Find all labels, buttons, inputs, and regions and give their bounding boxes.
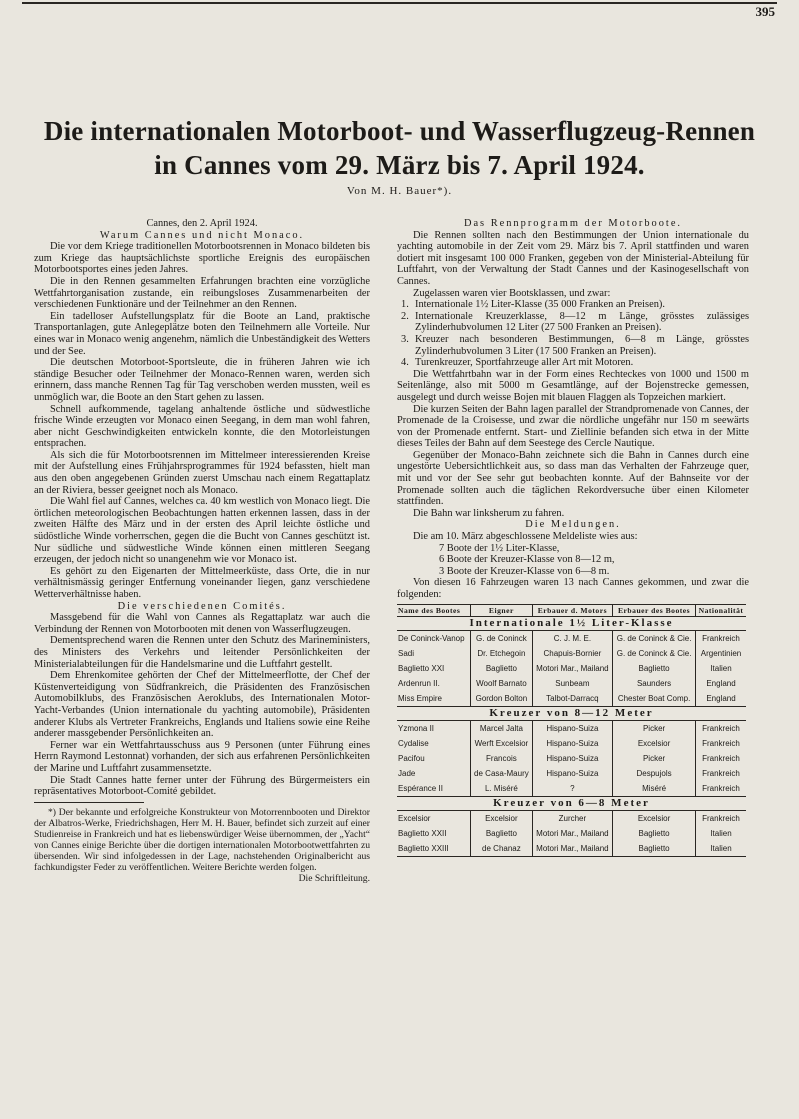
table-section-row <box>397 796 746 810</box>
cell-boat-builder: G. de Coninck & Cie. <box>613 646 696 661</box>
cell-nationality: Frankreich <box>696 766 747 781</box>
list-item <box>397 334 749 357</box>
cell-owner: Marcel Jalta <box>471 720 533 736</box>
cell-boat-builder: Despujols <box>613 766 696 781</box>
cell-nationality: Frankreich <box>696 630 747 646</box>
list-number: 2. <box>401 310 409 322</box>
section-heading: Das Rennprogramm der Motorboote. <box>463 218 683 229</box>
footnote <box>34 807 370 884</box>
section-heading: Die Meldungen. <box>525 519 621 531</box>
table-row <box>397 841 746 857</box>
cell-boat-builder: G. de Coninck & Cie. <box>613 630 696 646</box>
cell-owner: Baglietto <box>471 661 533 676</box>
paragraph: Die Bahn war linksherum zu fahren. <box>413 507 565 519</box>
section-heading: Warum Cannes und nicht Monaco. <box>99 229 305 241</box>
cell-engine-builder: Hispano-Suiza <box>532 766 612 781</box>
paragraph: Dementsprechend waren die Rennen unter den Schutz des Marineministers, des Ministers des Verkehrs und leitender Persönlichkeiten der Ministerialabteilungen für die Handelsmarine und die Luftfahrt gestellt. <box>34 635 370 670</box>
cell-owner: Dr. Etchegoin <box>471 646 533 661</box>
header-boat-name: Name des Bootes <box>397 604 471 616</box>
table-row <box>397 661 746 676</box>
cell-boat-builder: Saunders <box>613 676 696 691</box>
article-title <box>0 114 799 182</box>
cell-nationality: Frankreich <box>696 781 747 797</box>
table-section-title: Kreuzer von 6—8 Meter <box>397 796 746 810</box>
list-text: Internationale Kreuzerklasse, 8—12 m Länge, grösstes zulässiges Zylinderhubvolumen 12 Liter (27 500 Franken an Preisen). <box>415 310 749 334</box>
paragraph: Es gehört zu den Eigenarten der Mittelmeerküste, dass Orte, die in nur verhältnismässig geringer Entfernung voneinander liegen, ganz verschiedene Wetterverhältnisse haben. <box>34 565 370 600</box>
cell-owner: Woolf Barnato <box>471 676 533 691</box>
cell-boat-name: Ardenrun II. <box>398 678 440 688</box>
cell-boat-builder: Picker <box>613 720 696 736</box>
table-row <box>397 736 746 751</box>
cell-engine-builder: Talbot-Darracq <box>532 691 612 707</box>
entry-count: 7 Boote der 1½ Liter-Klasse, <box>439 542 560 554</box>
paragraph: Zugelassen waren vier Bootsklassen, und zwar: <box>413 287 611 299</box>
top-rule <box>22 2 777 4</box>
paragraph: Die deutschen Motorboot-Sportsleute, die in früheren Jahren wie ich ständige Besucher oder Teilnehmer der Monaco-Rennen waren, werden sich erinnern, dass manche Rennen Tag für Tag verschoben werden mussten, weil es unmöglich war, die Boote an den Start gehen zu lassen. <box>34 357 370 403</box>
cell-boat-builder: Excelsior <box>613 736 696 751</box>
class-list <box>397 299 749 369</box>
cell-boat-name: Pacifou <box>398 753 425 763</box>
table-row <box>397 751 746 766</box>
cell-owner: de Chanaz <box>471 841 533 857</box>
table-row <box>397 691 746 707</box>
entry-counts <box>397 543 749 578</box>
cell-engine-builder: Hispano-Suiza <box>532 751 612 766</box>
footnote-signature: Die Schriftleitung. <box>298 872 370 884</box>
table-row <box>397 646 746 661</box>
right-column <box>397 218 749 857</box>
paragraph: Massgebend für die Wahl von Cannes als Regattaplatz war auch die Verbindung der Rennen von Motorbooten mit denen von Wasserflugzeugen. <box>34 612 370 635</box>
cell-nationality: England <box>696 691 747 707</box>
paragraph: Als sich die für Motorbootsrennen im Mittelmeer interessierenden Kreise mit der Aufstellung eines Frühjahrsprogrammes für 1924 befassten, hielt man aus den oben angegebenen Gründen zuerst Umschau nach einem Regattaplatz an der Riviera, besser geeignet noch als Monaco. <box>34 449 370 496</box>
cell-nationality: Argentinien <box>696 646 747 661</box>
cell-owner: Werft Excelsior <box>471 736 533 751</box>
cell-nationality: Frankreich <box>696 810 747 826</box>
cell-owner: L. Miséré <box>471 781 533 797</box>
cell-boat-name: Cydalise <box>398 738 429 748</box>
author-line: Von M. H. Bauer*). <box>346 185 453 197</box>
cell-boat-builder: Excelsior <box>613 810 696 826</box>
cell-engine-builder: Motori Mar., Mailand <box>532 826 612 841</box>
cell-engine-builder: Sunbeam <box>532 676 612 691</box>
cell-boat-builder: Baglietto <box>613 841 696 857</box>
cell-engine-builder: Hispano-Suiza <box>532 720 612 736</box>
table-section-title: Kreuzer von 8—12 Meter <box>397 706 746 720</box>
cell-boat-name: Sadi <box>398 648 415 658</box>
list-text: Internationale 1½ Liter-Klasse (35 000 Franken an Preisen). <box>415 299 665 311</box>
list-number: 4. <box>401 357 409 369</box>
header-engine-builder: Erbauer d. Motors <box>532 604 612 616</box>
cell-owner: Gordon Bolton <box>471 691 533 707</box>
cell-boat-name: Jade <box>398 768 416 778</box>
table-section-row <box>397 616 746 630</box>
header-owner: Eigner <box>471 604 533 616</box>
cell-nationality: Frankreich <box>696 736 747 751</box>
cell-nationality: Frankreich <box>696 720 747 736</box>
list-number: 3. <box>401 333 409 345</box>
cell-owner: G. de Coninck <box>471 630 533 646</box>
table-row <box>397 676 746 691</box>
cell-boat-builder: Chester Boat Comp. <box>613 691 696 707</box>
paragraph: Von diesen 16 Fahrzeugen waren 13 nach Cannes gekommen, und zwar die folgenden: <box>397 577 749 600</box>
section-heading: Die verschiedenen Comités. <box>117 600 287 612</box>
cell-nationality: England <box>696 676 747 691</box>
list-number: 1. <box>401 299 409 311</box>
paragraph: Die Wettfahrtbahn war in der Form eines Rechteckes von 1000 und 1500 m Seitenlänge, also mit 5000 m Gesamtlänge, auf der Bojenstrecke gemessen, ausgelegt und durch weisse Bojen mit blauen Flaggen als Topzeichen markiert. <box>397 368 749 403</box>
list-item <box>397 311 749 334</box>
dateline: Cannes, den 2. April 1924. <box>146 218 258 229</box>
cell-boat-name: Yzmona II <box>398 723 435 733</box>
table-row <box>397 766 746 781</box>
list-item <box>397 357 749 369</box>
paragraph: Die Rennen sollten nach den Bestimmungen der Union internationale du yachting automobile in der Zeit vom 29. März bis 7. April stattfinden und waren dotiert mit insgesamt 100 000 Franken, gegeben von der Ministerial-Abteilung für Luftfahrt, von der Verwaltung der Stadt Cannes und der Kasinogesellschaft von Cannes. <box>397 229 749 287</box>
cell-nationality: Italien <box>696 661 747 676</box>
footnote-text: *) Der bekannte und erfolgreiche Konstrukteur von Motorrennbooten und Direktor der Albatros-Werke, Friedrichshagen, Herr M. H. Bauer, befindet sich zurzeit auf einer Studienreise in Frankreich und hat es liebenswürdiger Weise übernommen, der „Yacht“ von Cannes einige Berichte über die dortigen internationalen Motorbootwettfahrten zu übersenden. Wir sind infolgedessen in der Lage, nachstehenden Originalbericht aus fachkundigster Feder zu veröffentlichen. Weitere Berichte werden folgen. <box>34 806 370 873</box>
table-row <box>397 630 746 646</box>
boat-table <box>397 604 746 857</box>
cell-owner: Baglietto <box>471 826 533 841</box>
entry-count: 3 Boote der Kreuzer-Klasse von 6—8 m. <box>439 565 610 577</box>
paragraph: Die vor dem Kriege traditionellen Motorbootsrennen in Monaco bildeten bis zum Kriege das hauptsächlichste sportliche Ereignis des europäischen Motorbootsportes eines jeden Jahres. <box>34 241 370 276</box>
paragraph: Dem Ehrenkomitee gehörten der Chef der Mittelmeerflotte, der Chef der Küstenverteidigung von Südfrankreich, die Präsidenten des Französischen Automobilklubs, des Französischen Aeroklubs, des Internationalen Motor-Yacht-Verbandes (Union internationale du yachting automobile), Präsidenten anderer Klubs als Vertreter Frankreichs, Englands und Italiens sowie eine Reihe anderer massgebender Persönlichkeiten an. <box>34 670 370 740</box>
cell-boat-name: Miss Empire <box>398 693 443 703</box>
footnote-divider <box>34 802 144 803</box>
paragraph: Die Stadt Cannes hatte ferner unter der Führung des Bürgermeisters ein repräsentatives Motorboot-Comité gebildet. <box>34 774 370 798</box>
title-line-1: Die internationalen Motorboot- und Wasserflugzeug-Rennen <box>43 116 756 146</box>
cell-nationality: Italien <box>696 826 747 841</box>
table-header-row <box>397 604 746 616</box>
cell-boat-name: Espérance II <box>398 783 443 793</box>
cell-engine-builder: ? <box>532 781 612 797</box>
list-text: Kreuzer nach besonderen Bestimmungen, 6—8 m Länge, grösstes Zylinderhubvolumen 3 Liter (17 500 Franken an Preisen). <box>415 333 749 357</box>
cell-boat-builder: Miséré <box>613 781 696 797</box>
cell-engine-builder: Motori Mar., Mailand <box>532 841 612 857</box>
cell-boat-builder: Baglietto <box>613 826 696 841</box>
cell-nationality: Frankreich <box>696 751 747 766</box>
cell-engine-builder: Zurcher <box>532 810 612 826</box>
table-row <box>397 810 746 826</box>
cell-boat-builder: Picker <box>613 751 696 766</box>
entry-count: 6 Boote der Kreuzer-Klasse von 8—12 m, <box>439 554 615 566</box>
title-line-2: in Cannes vom 29. März bis 7. April 1924. <box>154 150 645 180</box>
paragraph: Die am 10. März abgeschlossene Meldeliste wies aus: <box>413 531 638 543</box>
cell-owner: Excelsior <box>471 810 533 826</box>
paragraph: Gegenüber der Monaco-Bahn zeichnete sich die Bahn in Cannes durch eine ungestörte Uebersichtlichkeit aus, so dass man das Verhalten der Fahrzeuge quer, mit und vor der See sehr gut beobachten konnte. Auf der Bahnseite vor der Promenade sollten auch die täglichen Rekordversuche über einen Kilometer stattfinden. <box>397 449 749 508</box>
paragraph: Die Wahl fiel auf Cannes, welches ca. 40 km westlich von Monaco liegt. Die örtlichen meteorologischen Beobachtungen hatten erkennen lassen, dass in der zweiten Hälfte des März und in der ersten des April leichte östliche und südöstliche Winde vorherrschen, gegen die die Bucht von Cannes geschützt ist. Nur südliche und südwestliche Winde können einen mittleren Seegang erzeugen, der jedoch nicht so unangenehm wie vor Monaco ist. <box>34 496 370 566</box>
table-row <box>397 720 746 736</box>
paragraph: Die kurzen Seiten der Bahn lagen parallel der Strandpromenade von Cannes, der Promenade de la Croisesse, und zwar die nördliche ungefähr nur 150 m seewärts von der Promenade entfernt. Start- und Ziellinie befanden sich etwa in der Mitte dieses Teiles der Bahn auf dem Seestege des Cercle Nautique. <box>397 403 749 450</box>
paragraph: Ferner war ein Wettfahrtausschuss aus 9 Personen (unter Führung eines Herrn Raymond Lestonnat) vorhanden, der sich aus erfahrenen Persönlichkeiten der Marine und Luftfahrt zusammensetzte. <box>34 739 370 774</box>
cell-engine-builder: Motori Mar., Mailand <box>532 661 612 676</box>
header-boat-builder: Erbauer des Bootes <box>613 604 696 616</box>
table-body <box>397 616 746 856</box>
table-row <box>397 826 746 841</box>
paragraph: Ein tadelloser Aufstellungsplatz für die Boote an Land, praktische Transportanlagen, gute Anlegeplätze boten den Teilnehmern alle Vorteile. Nur eines war in Monaco wenig angenehm, nämlich die Unbeständigkeit des Wetters und der See. <box>34 310 370 357</box>
cell-owner: de Casa-Maury <box>471 766 533 781</box>
cell-boat-name: De Coninck-Vanop <box>398 633 465 643</box>
cell-boat-name: Excelsior <box>398 813 431 823</box>
cell-boat-name: Baglietto XXII <box>398 828 447 838</box>
left-column <box>34 218 370 884</box>
cell-boat-name: Baglietto XXIII <box>397 841 471 857</box>
paragraph: Schnell aufkommende, tagelang anhaltende östliche und südwestliche frische Winde erzeugten vor Monaco einen Seegang, in dem man wohl fahren, aber nicht Geschwindigkeiten entwickeln konnte, die den Motorleistungen entsprachen. <box>34 403 370 450</box>
cell-engine-builder: Hispano-Suiza <box>532 736 612 751</box>
list-item <box>397 299 749 311</box>
table-row <box>397 781 746 797</box>
cell-boat-builder: Baglietto <box>613 661 696 676</box>
page-number: 395 <box>755 4 775 19</box>
table-section-title: Internationale 1½ Liter-Klasse <box>397 616 746 630</box>
cell-nationality: Italien <box>696 841 747 857</box>
list-text: Turenkreuzer, Sportfahrzeuge aller Art mit Motoren. <box>415 357 634 369</box>
table-section-row <box>397 706 746 720</box>
cell-boat-name: Baglietto XXI <box>398 663 445 673</box>
header-nationality: Nationalität <box>696 604 747 616</box>
cell-engine-builder: C. J. M. E. <box>532 630 612 646</box>
paragraph: Die in den Rennen gesammelten Erfahrungen brachten eine vorzügliche Wettfahrtorganisation zustande, ein reibungsloses Zusammenarbeiten der verschiedenen Funktionäre und der Teilnehmer an den Rennen. <box>34 275 370 311</box>
cell-engine-builder: Chapuis-Bornier <box>532 646 612 661</box>
cell-owner: Francois <box>471 751 533 766</box>
